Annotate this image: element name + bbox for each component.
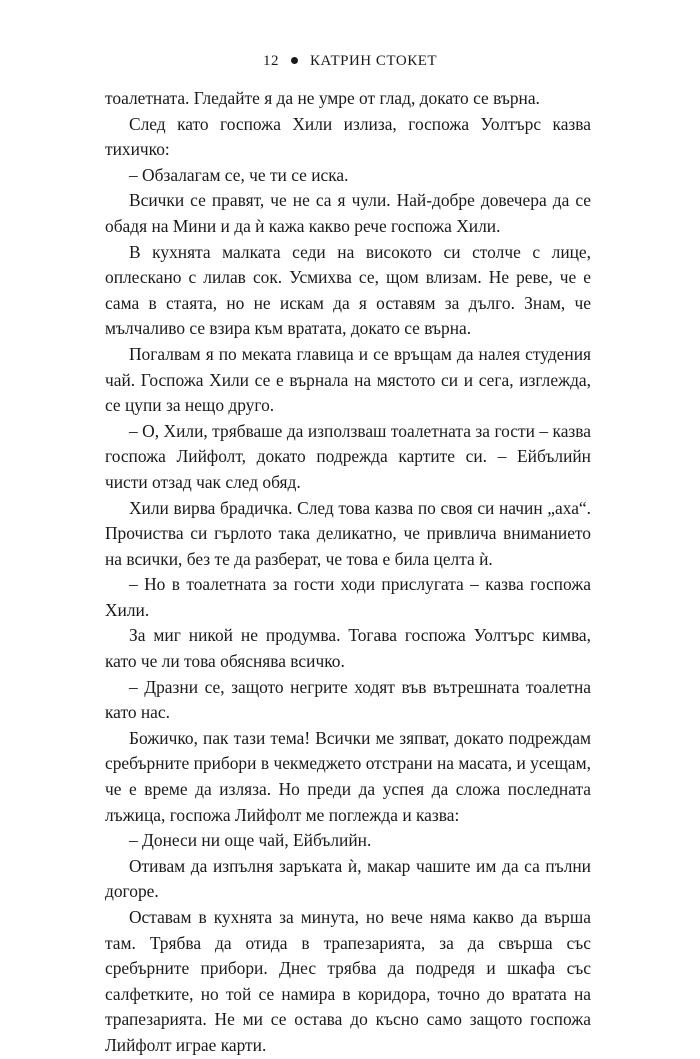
paragraph: Отивам да изпълня заръката ѝ, макар чашите им да са пълни догоре. (105, 855, 591, 902)
paragraph: Погалвам я по меката главица и се връщам да налея студения чай. Госпожа Хили се е върнала на мястото си и сега, изглежда, се цупи за нещо друго. (105, 343, 591, 416)
bullet-separator (291, 57, 298, 64)
paragraph: – Но в тоалетната за гости ходи прислугата – казва госпожа Хили. (105, 574, 591, 620)
paragraph: Оставам в кухнята за минута, но вече няма какво да върша там. Трябва да отида в трапезарията, за да свърша със сребърните прибори. Днес трябва да подредя и шкафа със салфетките, но той се намира в коридора, точно до вратата на трапезарията. Не ми се остава до късно само защото госпожа Лийфолт играе карти. (105, 907, 591, 1055)
paragraph: – Дразни се, защото негрите ходят във вътрешната тоалетна като нас. (105, 676, 591, 723)
body-text (105, 86, 591, 1059)
paragraph: Хили вирва брадичка. След това казва по своя си начин „аха“. Прочиства си гърлото така деликатно, че привлича вниманието на всички, без те да разберат, че това е била целта ѝ. (105, 497, 591, 569)
paragraph: Божичко, пак тази тема! Всички ме зяпват, докато подреждам сребърните прибори в чекмеджето отстрани на масата, и усещам, че е време да изляза. Но преди да успея да сложа последната лъжица, госпожа Лийфолт ме поглежда и казва: (105, 727, 591, 825)
paragraph: тоалетната. Гледайте я да не умре от глад, докато се върна. (105, 88, 540, 108)
paragraph: – О, Хили, трябваше да използваш тоалетната за гости – казва госпожа Лийфолт, докато подрежда картите си. – Ейбълийн чисти отзад чак след обяд. (105, 420, 591, 492)
running-head (0, 51, 700, 71)
paragraph: В кухнята малката седи на високото си столче с лице, оплескано с лилав сок. Усмихва се, щом влизам. Не реве, че е сама в стаята, но не искам да я оставям за дълго. Знам, че мълчаливо се взира към вратата, докато се върна. (105, 241, 591, 339)
paragraph: Всички се правят, че не са я чули. Най-добре довечера да се обадя на Мини и да ѝ кажа какво рече госпожа Хили. (105, 190, 591, 236)
author-name: КАТРИН СТОКЕТ (309, 53, 438, 69)
paragraph: След като госпожа Хили излиза, госпожа Уолтърс казва тихичко: (105, 113, 591, 160)
paragraph: – Донеси ни още чай, Ейбълийн. (129, 830, 372, 851)
paragraph: – Обзалагам се, че ти се иска. (129, 164, 349, 185)
page-number: 12 (262, 53, 279, 69)
paragraph: За миг никой не продумва. Тогава госпожа Уолтърс кимва, като че ли това обяснява всичко. (105, 625, 591, 672)
